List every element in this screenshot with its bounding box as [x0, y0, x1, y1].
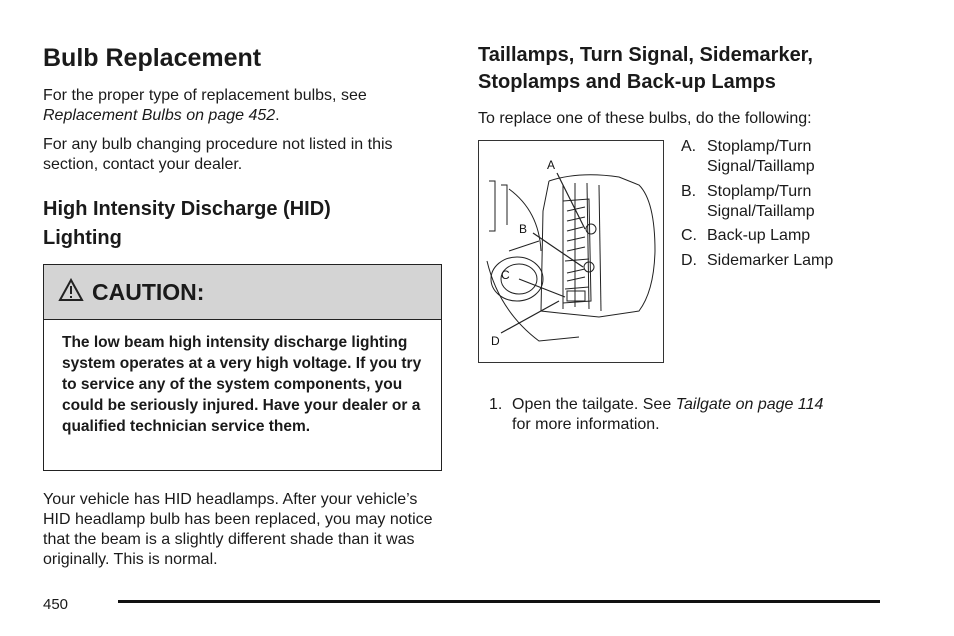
- legend-item: [681, 182, 881, 222]
- step-1: [489, 395, 889, 435]
- taillamps-intro: To replace one of these bulbs, do the following:: [478, 110, 812, 127]
- legend-key: D.: [681, 251, 697, 269]
- step-1-text: Open the tailgate. See: [512, 396, 672, 413]
- figure-label-b: B: [519, 222, 528, 236]
- legend-key: C.: [681, 227, 697, 244]
- legend-key: B.: [681, 182, 697, 200]
- hid-paragraph: Your vehicle has HID headlamps. After your vehicle’s HID headlamp bulb has been replaced, you may notice that the beam is a slightly different shade than it was originally. This is normal.: [43, 491, 433, 568]
- caution-text: The low beam high intensity discharge lighting system operates at a very high voltage. If you try to service any of the system components, you could be seriously injured. Have your dealer or a qualified technician service them.: [62, 334, 422, 435]
- replacement-bulbs-link[interactable]: Replacement Bulbs on page 452: [43, 107, 276, 124]
- right-column: [478, 42, 898, 129]
- step-1-end: for more information.: [512, 416, 660, 433]
- legend-text: Back-up Lamp: [707, 227, 811, 244]
- figure-label-c: C: [501, 268, 510, 282]
- legend-item: [681, 137, 881, 177]
- caution-title: CAUTION:: [92, 278, 205, 305]
- dealer-paragraph: For any bulb changing procedure not listed in this section, contact your dealer.: [43, 136, 393, 173]
- legend-text: Sidemarker Lamp: [707, 251, 834, 269]
- taillamps-heading: Taillamps, Turn Signal, Sidemarker, Stoplamps and Back-up Lamps: [478, 44, 813, 93]
- caution-box: [43, 264, 442, 471]
- figure-label-d: D: [491, 334, 500, 348]
- page-title: Bulb Replacement: [43, 44, 262, 72]
- legend-key: A.: [681, 138, 697, 155]
- diagram-legend: [681, 137, 881, 275]
- footer-rule: [118, 600, 880, 603]
- taillamp-diagram: [478, 140, 664, 363]
- intro-paragraph: [43, 86, 445, 126]
- hid-heading: High Intensity Discharge (HID) Lighting: [43, 198, 331, 249]
- legend-item: [681, 251, 881, 271]
- legend-item: [681, 226, 881, 246]
- taillamp-illustration: [479, 141, 664, 363]
- tailgate-link[interactable]: Tailgate on page 114: [675, 396, 824, 413]
- figure-label-a: A: [547, 158, 556, 172]
- warning-triangle-icon: [58, 278, 84, 307]
- legend-text: Stoplamp/Turn Signal/Taillamp: [707, 138, 815, 175]
- step-number: 1.: [489, 396, 503, 413]
- intro-end: .: [275, 107, 280, 124]
- left-column: [43, 42, 445, 253]
- caution-header: [44, 265, 441, 320]
- intro-text: For the proper type of replacement bulbs, see: [43, 87, 367, 104]
- step-text: [512, 395, 823, 435]
- page-number: 450: [43, 596, 69, 613]
- legend-text: Stoplamp/Turn Signal/Taillamp: [707, 182, 815, 220]
